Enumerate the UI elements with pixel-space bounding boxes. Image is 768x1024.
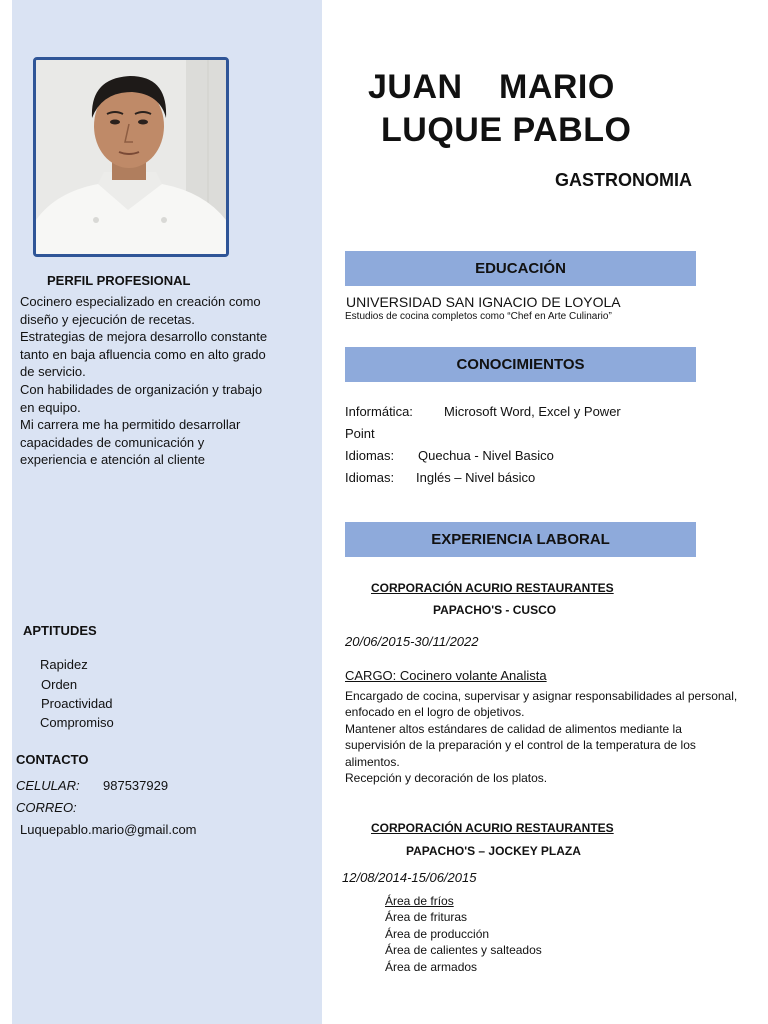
knowledge-value: Microsoft Word, Excel y Power	[444, 404, 621, 419]
knowledge-value: Quechua - Nivel Basico	[418, 448, 554, 463]
education-institution: UNIVERSIDAD SAN IGNACIO DE LOYOLA	[346, 294, 621, 310]
job-company: CORPORACIÓN ACURIO RESTAURANTES	[371, 821, 614, 835]
profession-title: GASTRONOMIA	[555, 170, 692, 190]
knowledge-label: Idiomas:	[345, 448, 395, 463]
aptitude-item: Proactividad	[41, 696, 113, 711]
phone-label: CELULAR:	[16, 778, 80, 793]
job-area: Área de fríos	[385, 894, 454, 908]
middle-name: MARIO	[499, 68, 615, 106]
job-location: PAPACHO'S – JOCKEY PLAZA	[406, 844, 581, 858]
profile-summary	[20, 293, 270, 469]
email-address: Luquepablo.mario@gmail.com	[20, 822, 197, 837]
profile-heading: PERFIL PROFESIONAL	[47, 273, 191, 288]
experience-heading: EXPERIENCIA LABORAL	[345, 522, 696, 557]
job-dates: 20/06/2015-30/11/2022	[345, 634, 479, 649]
job-area: Área de producción	[385, 926, 490, 941]
aptitude-item: Compromiso	[40, 715, 114, 730]
knowledge-value-continuation: Point	[345, 426, 375, 441]
knowledge-value: Inglés – Nivel básico	[416, 470, 536, 485]
education-detail: Estudios de cocina completos como “Chef en Arte Culinario”	[345, 311, 612, 322]
job-company: CORPORACIÓN ACURIO RESTAURANTES	[371, 581, 614, 595]
job-duty: Mantener altos estándares de calidad de alimentos mediante la supervisión de la preparación y el control de la temperatura de los alimentos.	[345, 721, 696, 769]
first-name: JUAN	[368, 68, 463, 106]
education-heading: EDUCACIÓN	[345, 251, 696, 286]
profile-paragraph: Estrategias de mejora desarrollo constante tanto en baja afluencia como en alto grado de servicio.	[20, 329, 268, 380]
knowledge-label: Idiomas:	[345, 470, 395, 485]
job-duties	[345, 688, 740, 786]
email-label: CORREO:	[16, 800, 77, 815]
job-area: Área de armados	[385, 959, 478, 974]
contact-heading: CONTACTO	[16, 752, 89, 767]
aptitude-item: Rapidez	[40, 657, 88, 672]
job-area: Área de frituras	[385, 910, 468, 925]
phone-number: 987537929	[103, 778, 169, 793]
job-dates: 12/08/2014-15/06/2015	[342, 870, 477, 885]
job-location: PAPACHO'S - CUSCO	[433, 603, 557, 617]
aptitude-item: Orden	[41, 677, 78, 692]
profile-paragraph: Cocinero especializado en creación como diseño y ejecución de recetas.	[20, 294, 261, 327]
job-area: Área de calientes y salteados	[385, 943, 542, 958]
job-role: CARGO: Cocinero volante Analista	[345, 668, 547, 683]
last-name: LUQUE PABLO	[381, 111, 632, 149]
knowledge-label: Informática:	[345, 404, 413, 419]
job-duty: Recepción y decoración de los platos.	[345, 771, 548, 786]
job-duty: Encargado de cocina, supervisar y asignar responsabilidades al personal, enfocado en el logro de objetivos.	[345, 689, 738, 720]
profile-photo	[33, 57, 229, 257]
knowledge-heading: CONOCIMIENTOS	[345, 347, 696, 382]
job-areas	[385, 893, 542, 975]
profile-paragraph: Mi carrera me ha permitido desarrollar capacidades de comunicación y experiencia e atención al cliente	[20, 417, 241, 468]
profile-photo-image	[36, 60, 226, 254]
profile-paragraph: Con habilidades de organización y trabajo en equipo.	[20, 381, 263, 415]
aptitudes-heading: APTITUDES	[23, 623, 97, 638]
